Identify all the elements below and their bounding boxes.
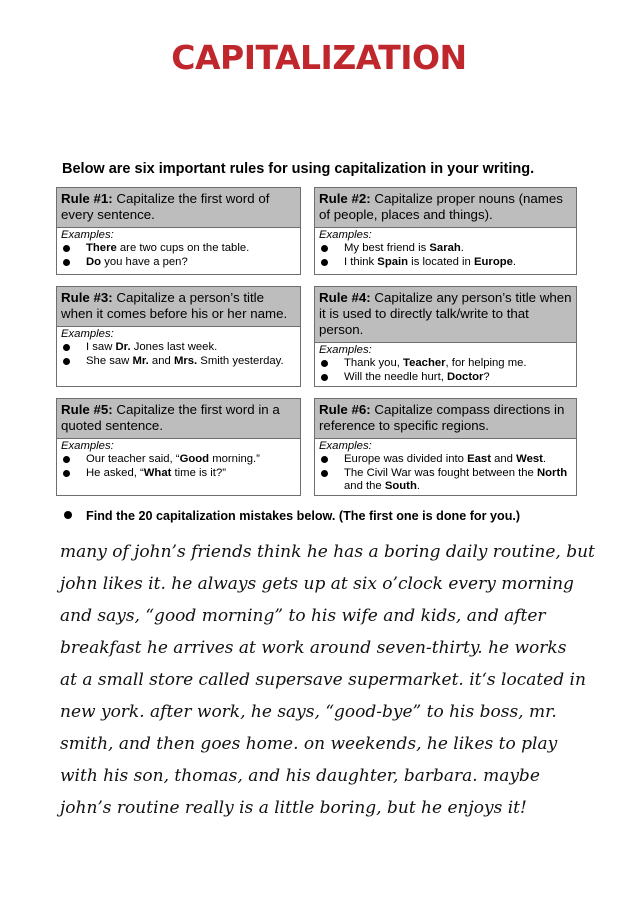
passage-line: with his son, thomas, and his daughter, barbara. maybe (60, 766, 540, 786)
rule-number: Rule #3: (61, 290, 113, 305)
passage-line: at a small store called supersave supermarket. it‘s located in (60, 670, 586, 690)
intro-text: Below are six important rules for using capitalization in your writing. (62, 161, 535, 177)
rule-heading (57, 287, 300, 327)
rule-text: Capitalize compass directions in reference to specific regions. (319, 402, 565, 433)
passage-line: breakfast he arrives at work around seven-thirty. he works (60, 638, 567, 658)
exercise-passage (60, 536, 600, 824)
passage-line: new york. after work, he says, “good-bye” to his boss, mr. (60, 702, 557, 722)
rule-text: Capitalize any person’s title when it is used to directly talk/write to that person. (319, 290, 572, 337)
example-item: She saw Mr. and Mrs. Smith yesterday. (61, 355, 296, 368)
examples-label: Examples: (319, 440, 372, 452)
passage-line: smith, and then goes home. on weekends, he likes to play (60, 734, 558, 754)
examples-label: Examples: (319, 344, 372, 356)
task-text: Find the 20 capitalization mistakes below. (The first one is done for you.) (86, 509, 521, 523)
rule-box-2 (314, 187, 577, 275)
example-item: Will the needle hurt, Doctor? (319, 371, 572, 384)
passage-line: john’s routine really is a little boring, but he enjoys it! (60, 798, 527, 818)
rule-text: Capitalize a person’s title when it comes before his or her name. (61, 290, 288, 321)
example-item: Our teacher said, “Good morning.” (61, 453, 296, 466)
page-title: CAPITALIZATION (171, 38, 467, 77)
example-item: Europe was divided into East and West. (319, 453, 572, 466)
examples-label: Examples: (61, 440, 114, 452)
rule-number: Rule #2: (319, 191, 371, 206)
examples-list (61, 242, 296, 269)
rule-text: Capitalize proper nouns (names of people, places and things). (319, 191, 563, 222)
rule-number: Rule #4: (319, 290, 371, 305)
example-item: He asked, “What time is it?” (61, 467, 296, 480)
rule-text: Capitalize the first word in a quoted sentence. (61, 402, 280, 433)
rule-number: Rule #5: (61, 402, 113, 417)
rule-box-1 (56, 187, 301, 275)
example-item: My best friend is Sarah. (319, 242, 572, 255)
examples-list (319, 453, 572, 493)
examples-label: Examples: (61, 328, 114, 340)
rule-box-3 (56, 286, 301, 387)
examples-list (319, 357, 572, 384)
example-item: Do you have a pen? (61, 256, 296, 269)
rule-box-6 (314, 398, 577, 496)
example-item: I think Spain is located in Europe. (319, 256, 572, 269)
rule-heading (315, 188, 576, 228)
example-item: There are two cups on the table. (61, 242, 296, 255)
bullet-icon (64, 511, 72, 519)
rule-text: Capitalize the first word of every sentence. (61, 191, 270, 222)
rule-box-4 (314, 286, 577, 387)
examples-label: Examples: (61, 229, 114, 241)
examples-list (61, 453, 296, 480)
task-instruction (64, 509, 520, 523)
examples-label: Examples: (319, 229, 372, 241)
rule-number: Rule #6: (319, 402, 371, 417)
rule-heading (315, 287, 576, 343)
rule-heading (57, 188, 300, 228)
passage-line: many of john’s friends think he has a boring daily routine, but (60, 542, 595, 562)
example-item: Thank you, Teacher, for helping me. (319, 357, 572, 370)
rule-heading (315, 399, 576, 439)
example-item: I saw Dr. Jones last week. (61, 341, 296, 354)
rule-number: Rule #1: (61, 191, 113, 206)
example-item: The Civil War was fought between the North and the South. (319, 467, 572, 494)
examples-list (61, 341, 296, 368)
passage-line: and says, “good morning” to his wife and kids, and after (60, 606, 546, 626)
rule-box-5 (56, 398, 301, 496)
examples-list (319, 242, 572, 269)
passage-line: john likes it. he always gets up at six o’clock every morning (60, 574, 574, 594)
rule-heading (57, 399, 300, 439)
